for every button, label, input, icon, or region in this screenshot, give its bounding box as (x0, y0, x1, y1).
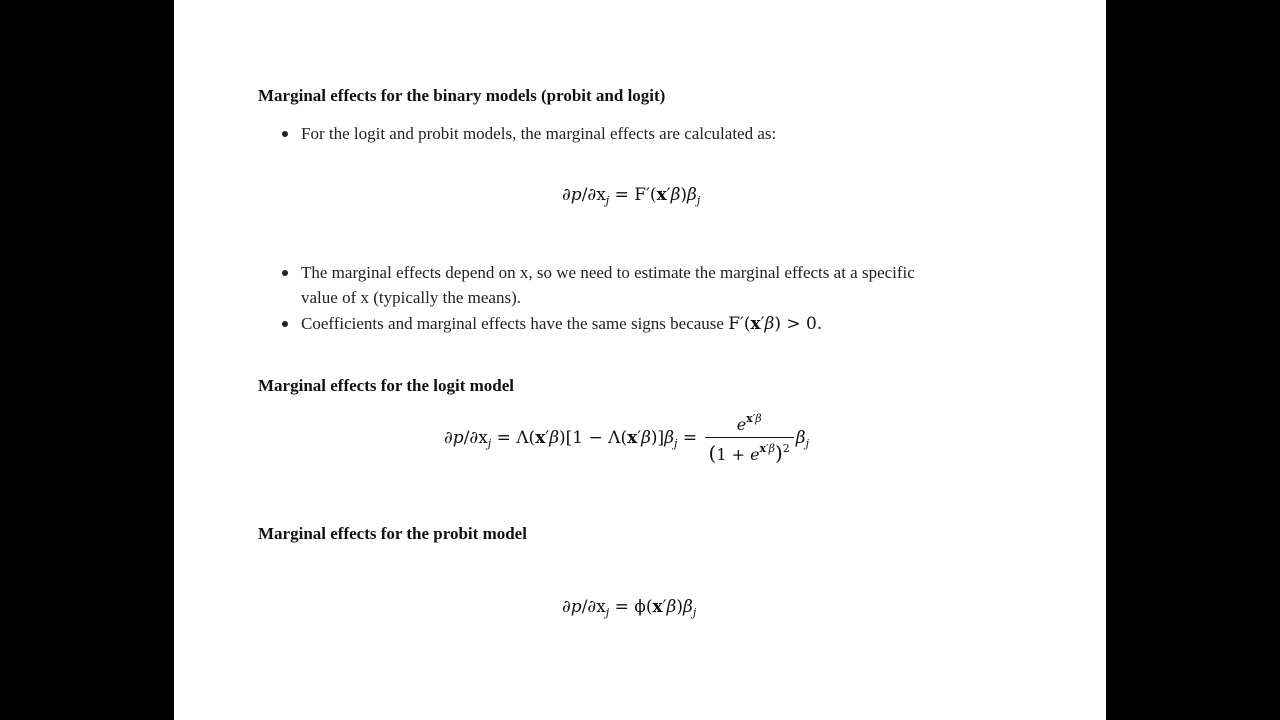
section-heading-binary: Marginal effects for the binary models (probit and logit) (258, 86, 666, 105)
equation-probit: $\partial p/\partial x_j = \phi(x'\beta)\beta_j$ (562, 597, 697, 619)
bullet-icon (282, 321, 288, 327)
section-heading-logit: Marginal effects for the logit model (258, 376, 515, 395)
bullet-text-3 (301, 314, 822, 334)
equation-general: $\partial p/\partial x_j = F'(x'\beta)\beta_j$ (562, 185, 701, 207)
logit-fraction: $\frac{e^{x'\beta}}{(1 + e^{x'\beta})^2}$ (705, 412, 794, 465)
document-page (174, 0, 1106, 720)
bullet-text-1: For the logit and probit models, the marginal effects are calculated as: (301, 124, 777, 143)
bullet-text-2-line-1: The marginal effects depend on x, so we need to estimate the marginal effects at a specific (301, 263, 915, 282)
bullet-text-2-line-2: value of x (typically the means). (301, 288, 521, 307)
bullet-icon (282, 131, 288, 137)
bullet-text-3-label: Coefficients and marginal effects have the same signs because (301, 314, 724, 333)
inline-condition: F′(x′β) > 0. (728, 314, 823, 334)
equation-logit: $\partial p/\partial x_j = \Lambda(x'\beta)[1 - \Lambda(x'\beta)]\beta_j$ = $\frac{e^{x'\beta}}{(1 + e^{x'\beta})^2}$ $\beta_j$ (444, 412, 810, 465)
bullet-icon (282, 270, 288, 276)
section-heading-probit: Marginal effects for the probit model (258, 524, 527, 543)
